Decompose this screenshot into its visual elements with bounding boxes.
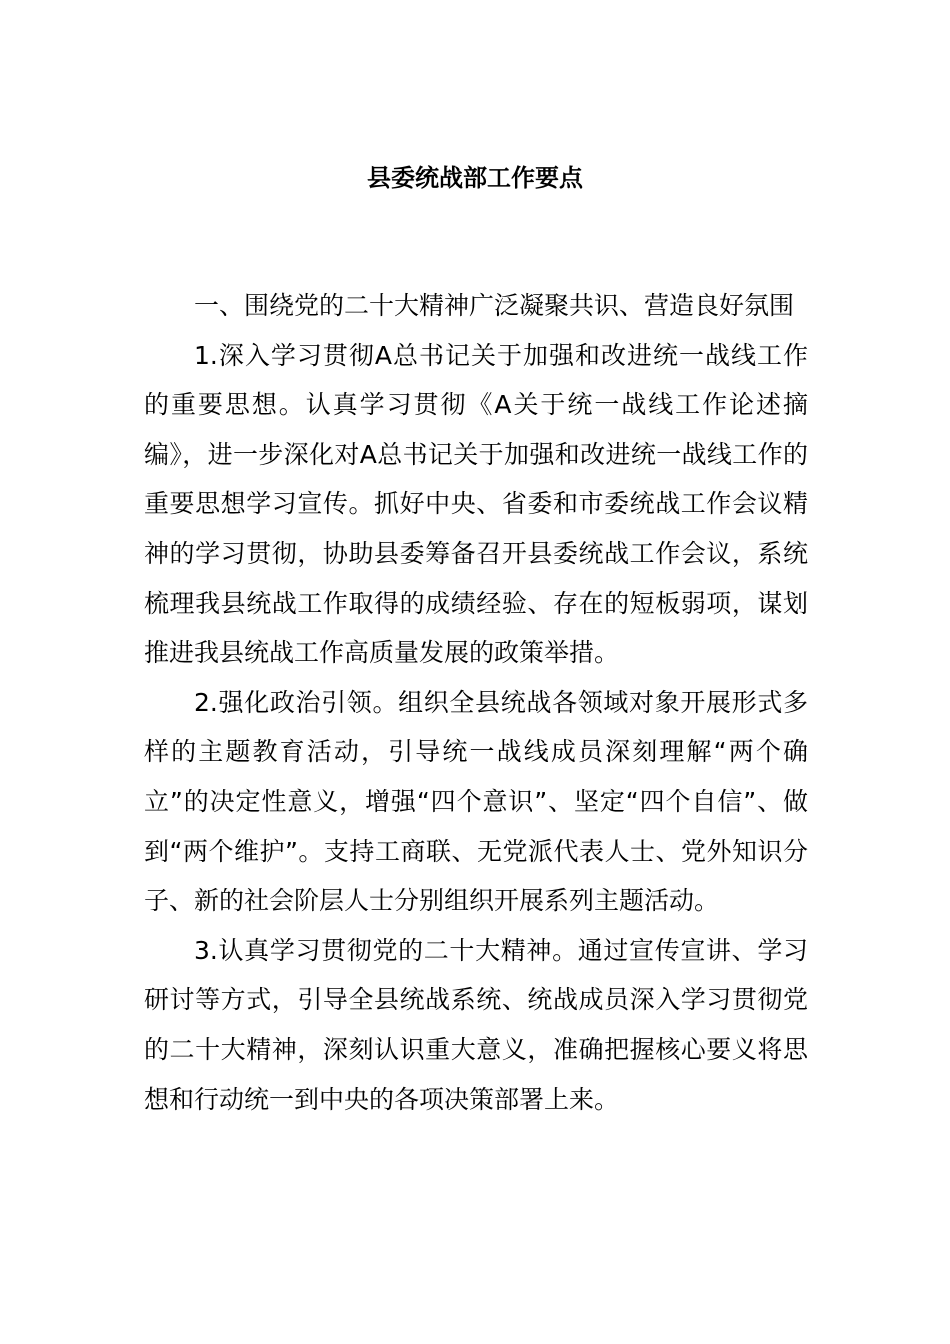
paragraph-item-3: 3.认真学习贯彻党的二十大精神。通过宣传宣讲、学习研讨等方式，引导全县统战系统、统战成员深入学习贯彻党的二十大精神，深刻认识重大意义，准确把握核心要义将思想和行动统一到中央的各项决策部署上来。 xyxy=(144,935,808,1114)
document-title: 县委统战部工作要点 xyxy=(367,164,583,192)
paragraph-item-2: 2.强化政治引领。组织全县统战各领域对象开展形式多样的主题教育活动，引导统一战线成员深刻理解“两个确立”的决定性意义，增强“四个意识”、坚定“四个自信”、做到“两个维护”。支持工商联、无党派代表人士、党外知识分子、新的社会阶层人士分别组织开展系列主题活动。 xyxy=(144,687,808,916)
document-body xyxy=(144,281,808,1124)
section-heading: 一、围绕党的二十大精神广泛凝聚共识、营造良好氛围 xyxy=(194,291,795,320)
paragraph-item-1: 1.深入学习贯彻A总书记关于加强和改进统一战线工作的重要思想。认真学习贯彻《A关于统一战线工作论述摘编》，进一步深化对A总书记关于加强和改进统一战线工作的重要思想学习宣传。抓好中央、省委和市委统战工作会议精神的学习贯彻，协助县委筹备召开县委统战工作会议，系统梳理我县统战工作取得的成绩经验、存在的短板弱项，谋划推进我县统战工作高质量发展的政策举措。 xyxy=(144,340,808,668)
